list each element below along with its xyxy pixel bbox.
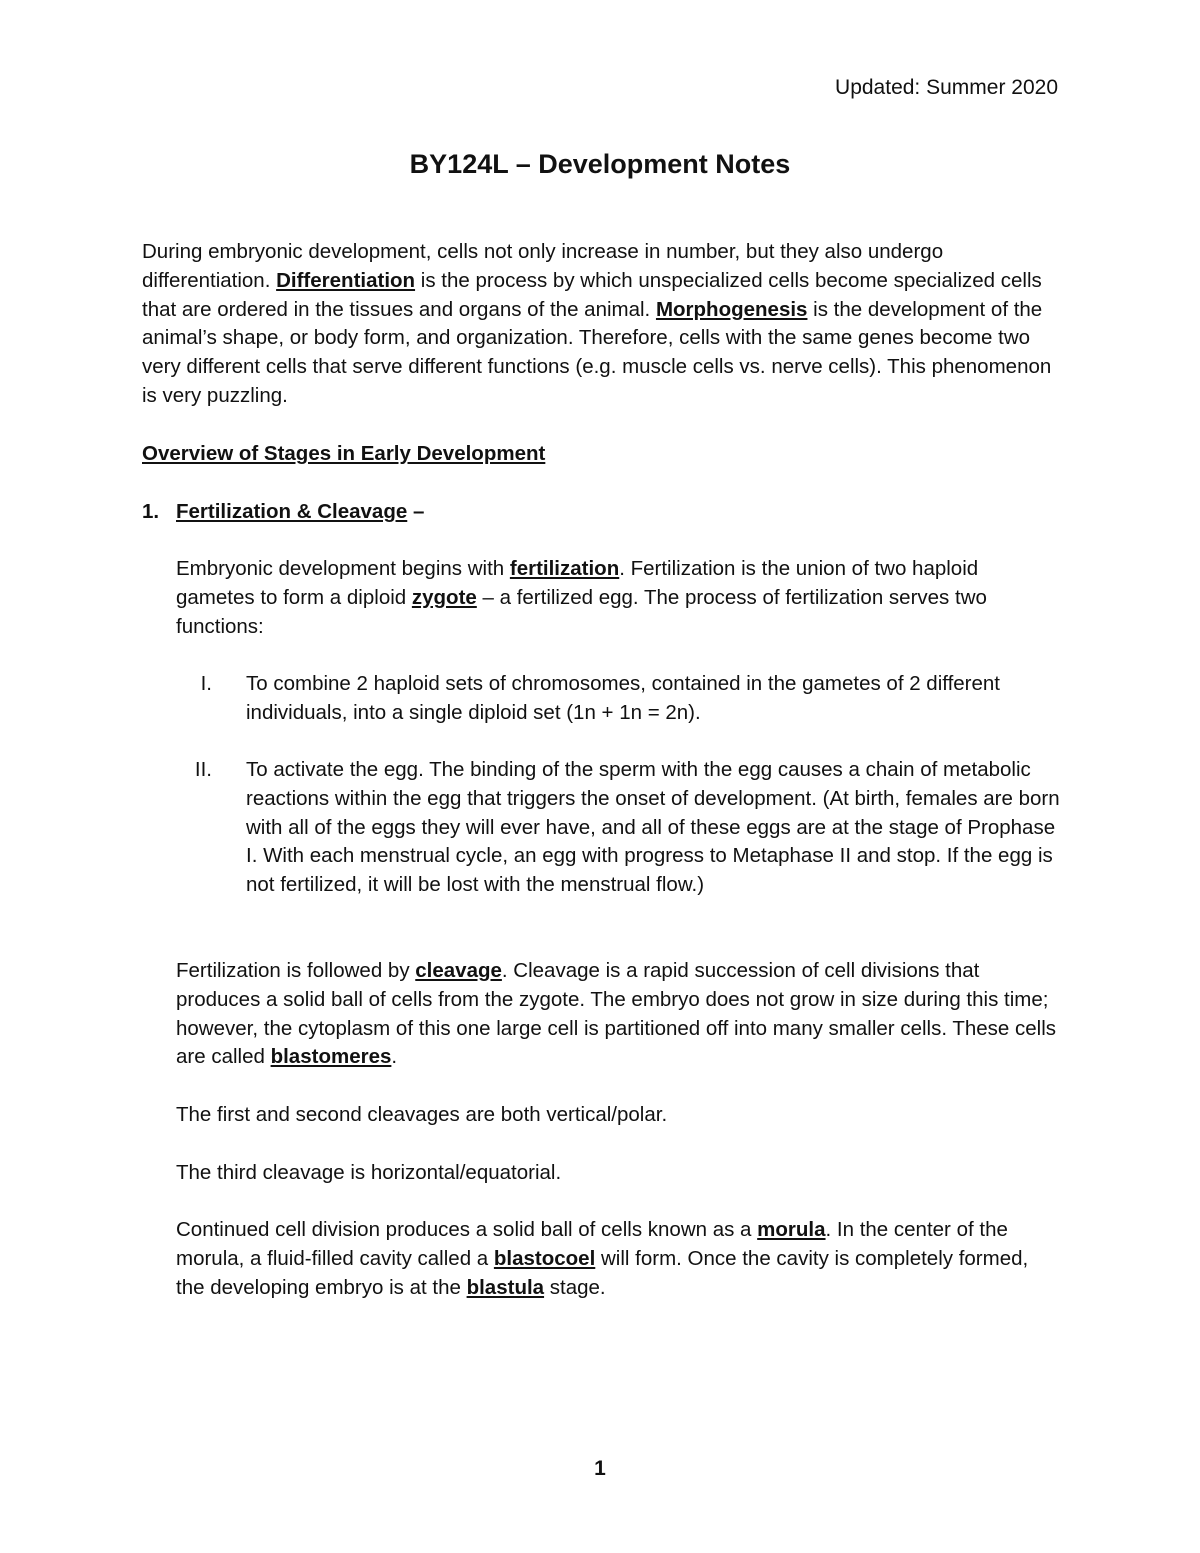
morula-text-2: . In the center of the morula, a fluid-filled cavity called a [176,1218,1008,1270]
cleavage-paragraph [176,957,1062,1072]
morula-text-1: Continued cell division produces a solid ball of cells known as a [176,1218,758,1241]
term-zygote: zygote [411,585,477,609]
term-morphogenesis: Morphogenesis [655,297,808,321]
list-item-text: To activate the egg. The binding of the sperm with the egg causes a chain of metabolic reactions within the egg that triggers the onset of development. (At birth, females are born with all of the eggs they will ever have, and all of these eggs are at the stage of Prophase I. With each menstrual cycle, an egg with progress to Metaphase II and stop. If the egg is not fertilized, it will be lost with the menstrual flow.) [246,758,1060,897]
intro-text-2: is the process by which unspecialized cells become specialized cells that are ordered in the tissues and organs of the animal. [142,268,1042,321]
fert-text-1: Embryonic development begins with [176,557,510,580]
section-heading-fertilization [142,498,1062,527]
intro-text-1: During embryonic development, cells not only increase in number, but they also undergo differentiation. [142,240,944,292]
list-item-text: To combine 2 haploid sets of chromosomes, contained in the gametes of 2 different individuals, into a single diploid set (1n + 1n = 2n). [246,672,1001,724]
first-second-cleavage-paragraph: The first and second cleavages are both vertical/polar. [176,1103,668,1126]
list-marker: I. [200,672,212,695]
overview-heading: Overview of Stages in Early Development [142,442,546,465]
term-blastomeres: blastomeres [270,1045,392,1069]
term-blastula: blastula [466,1275,545,1299]
fertilization-paragraph [176,555,1062,641]
section-number: 1. [142,500,160,523]
morula-paragraph [176,1216,1062,1302]
list-marker: II. [194,758,212,781]
third-cleavage-paragraph: The third cleavage is horizontal/equatorial. [176,1161,562,1184]
section-dash: – [407,500,425,523]
page-number: 1 [594,1457,606,1480]
term-blastocoel: blastocoel [493,1246,596,1270]
morula-text-4: stage. [544,1275,606,1299]
term-cleavage: cleavage [415,959,502,982]
intro-text-3: is the development of the animal’s shape, or body form, and organization. Therefore, cells with the same genes become two very different cells that serve different functions (e.g. muscle cells vs. nerve cells). This phenomenon is very puzzling. [142,297,1052,407]
term-differentiation: Differentiation [276,268,416,292]
fert-text-3: – a fertilized egg. The process of fertilization serves two functions: [176,585,987,638]
updated-date: Updated: Summer 2020 [835,76,1058,99]
page-title: BY124L – Development Notes [409,149,791,179]
cleav-text-1: Fertilization is followed by [176,959,416,982]
intro-paragraph [142,238,1062,411]
section-label: Fertilization & Cleavage [176,500,408,523]
cleav-text-3: . [391,1045,398,1069]
morula-text-3: will form. Once the cavity is completely formed, the developing embryo is at the [176,1246,1029,1299]
term-morula: morula [757,1218,826,1241]
cleav-text-2: . Cleavage is a rapid succession of cell divisions that produces a solid ball of cells from the zygote. The embryo does not grow in size during this time; however, the cytoplasm of this one large cell is partitioned off into many smaller cells. These cells are called [176,959,1057,1069]
fert-text-2: . Fertilization is the union of two haploid gametes to form a diploid [176,557,979,609]
term-fertilization: fertilization [509,557,620,580]
